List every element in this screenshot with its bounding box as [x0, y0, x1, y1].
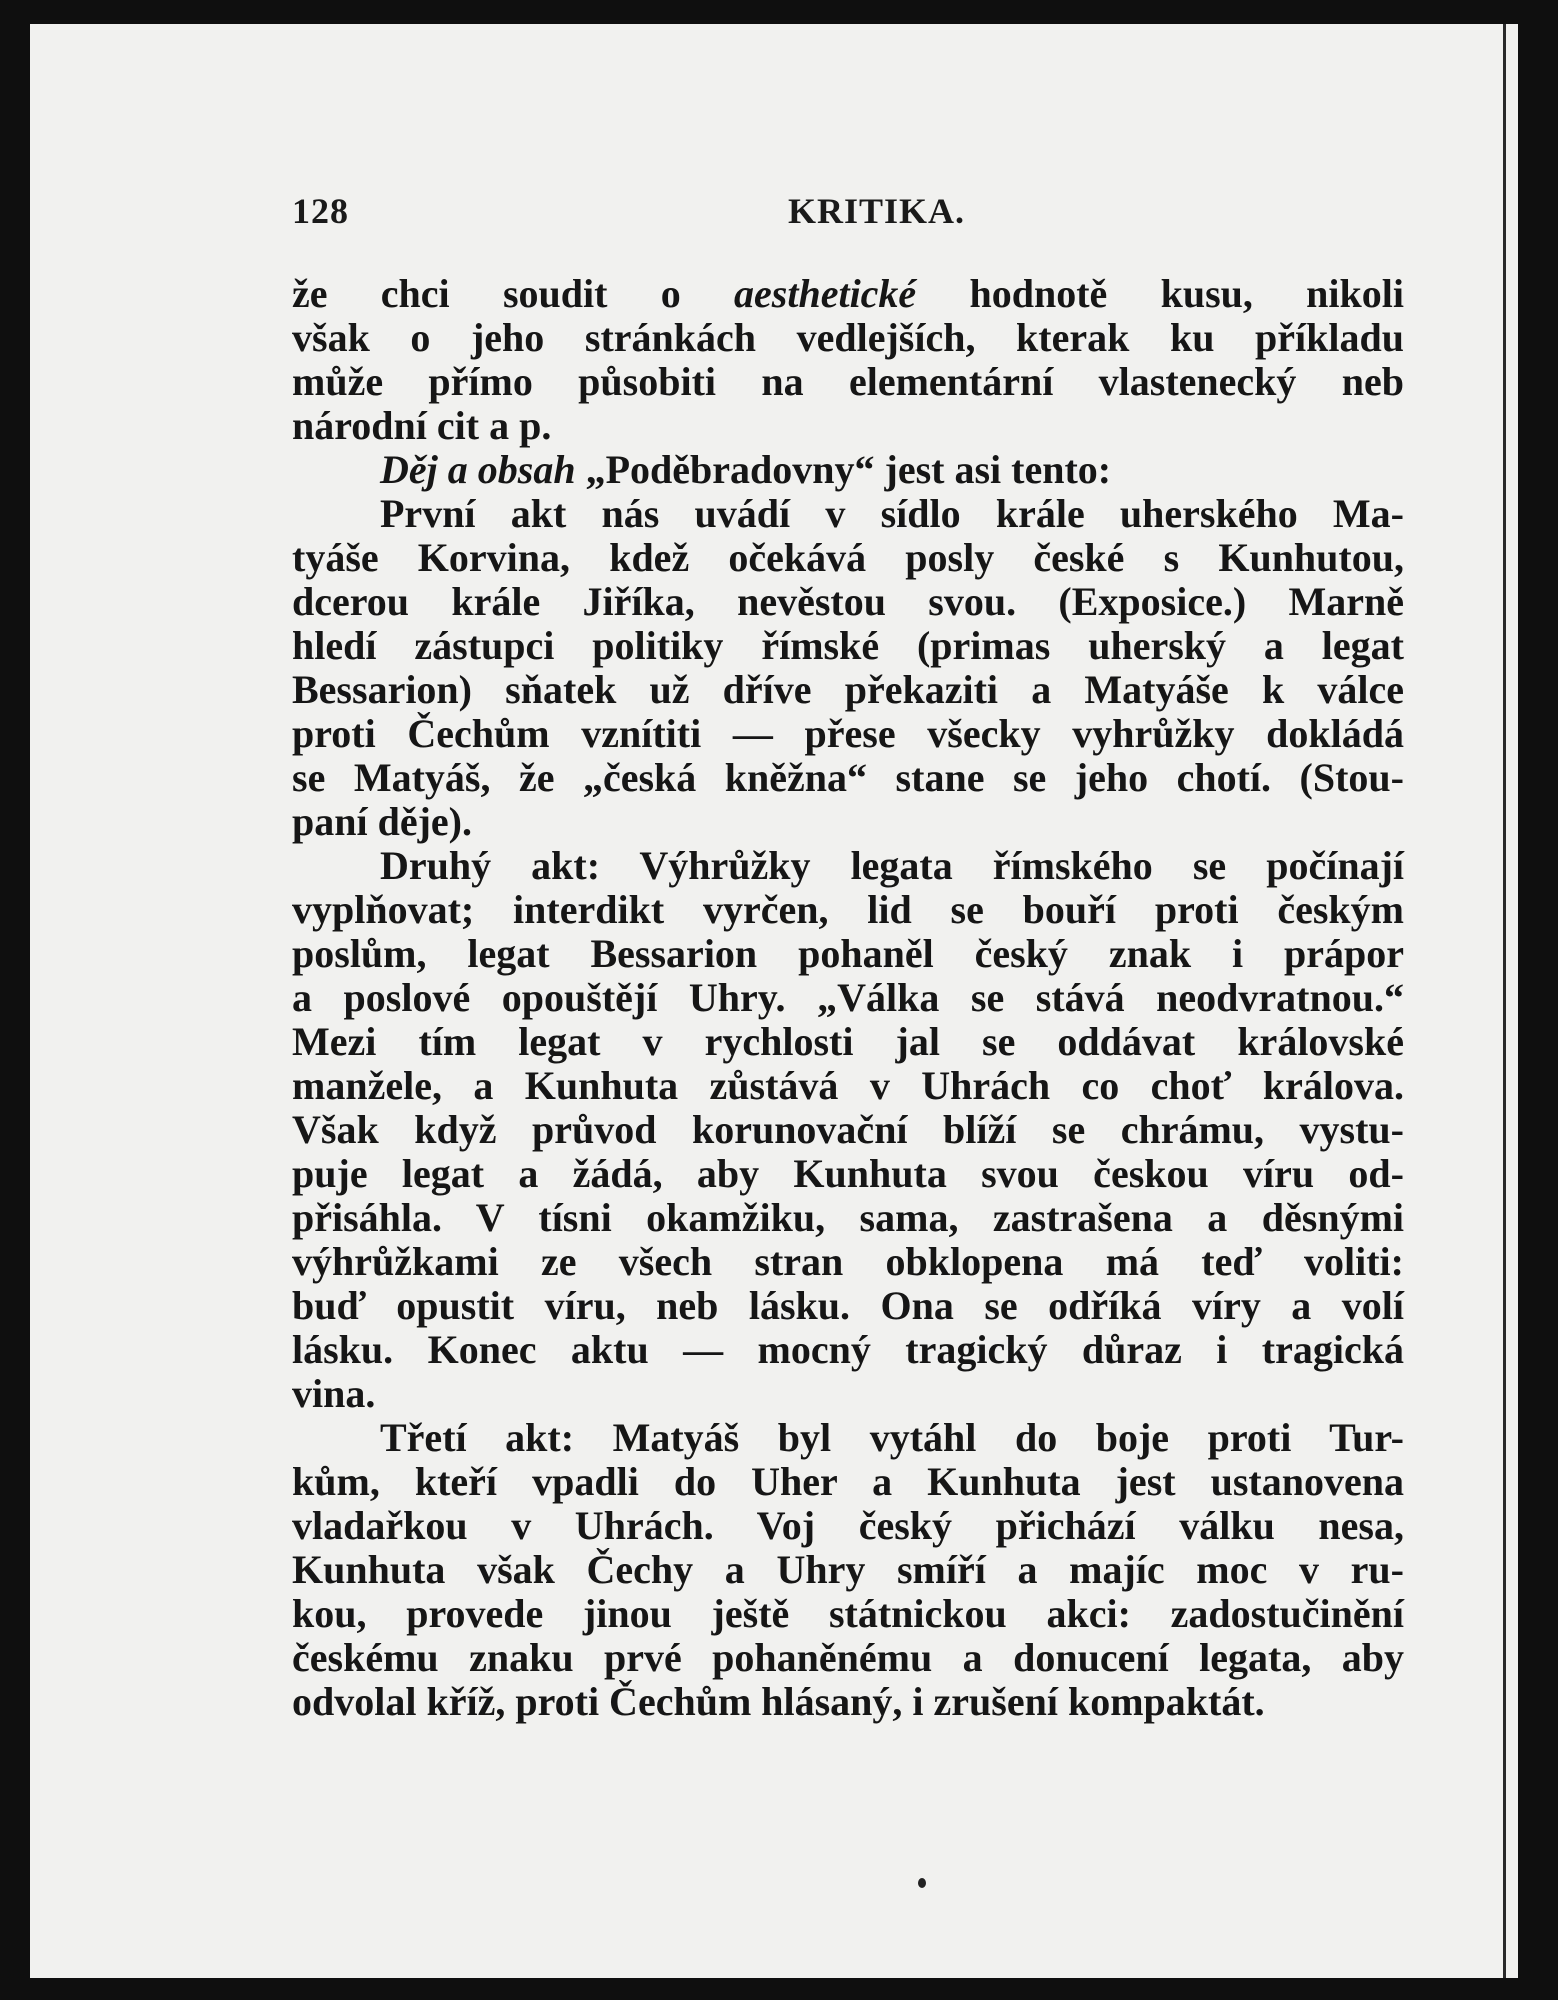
line-text: hledí zástupci politiky římské (primas uherský a legat	[292, 623, 1404, 668]
text-line	[292, 1240, 1404, 1284]
text-line	[292, 1372, 1404, 1416]
page-edge-line	[1503, 24, 1506, 1978]
text-line	[292, 1108, 1404, 1152]
text-line	[292, 1636, 1404, 1680]
paragraph	[292, 492, 1404, 844]
line-text: vladařkou v Uhrách. Voj český přichází válku nesa,	[292, 1503, 1404, 1548]
text-line	[292, 888, 1404, 932]
line-text: odvolal kříž, proti Čechům hlásaný, i zrušení kompaktát.	[292, 1679, 1265, 1724]
line-text: Však když průvod korunovační blíží se chrámu, vystu-	[292, 1107, 1404, 1152]
line-text: že chci soudit o	[292, 271, 735, 316]
line-text: přisáhla. V tísni okamžiku, sama, zastrašena a děsnými	[292, 1195, 1404, 1240]
text-line	[292, 404, 1404, 448]
text-line	[292, 1416, 1404, 1460]
line-text: puje legat a žádá, aby Kunhuta svou českou víru od-	[292, 1151, 1404, 1196]
line-text: „Poděbradovny“ jest asi tento:	[575, 447, 1112, 492]
text-line	[292, 1196, 1404, 1240]
text-line	[292, 580, 1404, 624]
text-line	[292, 536, 1404, 580]
text-line	[292, 1460, 1404, 1504]
paragraph	[292, 1416, 1404, 1724]
text-line	[292, 844, 1404, 888]
text-line	[292, 976, 1404, 1020]
line-text: proti Čechům vznítiti — přese všecky vyhrůžky dokládá	[292, 711, 1404, 756]
book-page	[30, 24, 1518, 1978]
page-number: 128	[292, 191, 349, 231]
line-text: kou, provede jinou ještě státnickou akci: zadostučinění	[292, 1591, 1404, 1636]
line-text: dcerou krále Jiříka, nevěstou svou. (Exposice.) Marně	[292, 579, 1404, 624]
line-text: buď opustit víru, neb lásku. Ona se odříká víry a volí	[292, 1283, 1404, 1328]
line-text: a poslové opouštějí Uhry. „Válka se stává neodvratnou.“	[292, 975, 1404, 1020]
text-line	[292, 756, 1404, 800]
text-line	[292, 624, 1404, 668]
line-text: Mezi tím legat v rychlosti jal se oddávat královské	[292, 1019, 1404, 1064]
line-text: vina.	[292, 1371, 376, 1416]
line-text: První akt nás uvádí v sídlo krále uherského Ma-	[380, 491, 1404, 536]
body-text	[292, 272, 1404, 1724]
line-text: paní děje).	[292, 799, 472, 844]
text-line	[292, 1064, 1404, 1108]
text-line	[292, 1152, 1404, 1196]
line-text: manžele, a Kunhuta zůstává v Uhrách co choť králova.	[292, 1063, 1404, 1108]
text-line	[292, 360, 1404, 404]
text-line	[292, 1328, 1404, 1372]
text-line	[292, 712, 1404, 756]
line-text: kům, kteří vpadli do Uher a Kunhuta jest ustanovena	[292, 1459, 1404, 1504]
text-line	[292, 448, 1404, 492]
text-line	[292, 668, 1404, 712]
line-text: lásku. Konec aktu — mocný tragický důraz i tragická	[292, 1327, 1404, 1372]
text-line	[292, 492, 1404, 536]
text-line	[292, 1020, 1404, 1064]
line-text: Bessarion) sňatek už dříve překaziti a Matyáše k válce	[292, 667, 1404, 712]
line-text: poslům, legat Bessarion pohaněl český znak i prápor	[292, 931, 1404, 976]
line-text: výhrůžkami ze všech stran obklopena má teď voliti:	[292, 1239, 1404, 1284]
italic-term: aesthetické	[734, 271, 917, 316]
line-text: českému znaku prvé pohaněnému a donucení legata, aby	[292, 1635, 1404, 1680]
text-line	[292, 1284, 1404, 1328]
paragraph	[292, 448, 1404, 492]
line-text: vyplňovat; interdikt vyrčen, lid se bouří proti českým	[292, 887, 1404, 932]
text-line	[292, 1548, 1404, 1592]
line-text: tyáše Korvina, kdež očekává posly české s Kunhutou,	[292, 535, 1404, 580]
paragraph	[292, 844, 1404, 1416]
page-header	[292, 190, 1112, 250]
line-text: může přímo působiti na elementární vlastenecký neb	[292, 359, 1404, 404]
line-text: hodnotě kusu, nikoli	[916, 271, 1404, 316]
line-text: se Matyáš, že „česká kněžna“ stane se jeho chotí. (Stou-	[292, 755, 1404, 800]
line-text: národní cit a p.	[292, 403, 552, 448]
text-line	[292, 800, 1404, 844]
line-text: Kunhuta však Čechy a Uhry smíří a majíc moc v ru-	[292, 1547, 1404, 1592]
running-title: KRITIKA.	[788, 191, 966, 231]
ink-speck	[918, 1878, 926, 1888]
text-line	[292, 272, 1404, 316]
paragraph	[292, 272, 1404, 448]
line-text: Třetí akt: Matyáš byl vytáhl do boje proti Tur-	[380, 1415, 1404, 1460]
text-line	[292, 1680, 1404, 1724]
text-line	[292, 1504, 1404, 1548]
italic-term: Děj a obsah	[380, 447, 576, 492]
line-text: však o jeho stránkách vedlejších, kterak ku příkladu	[292, 315, 1404, 360]
text-line	[292, 1592, 1404, 1636]
line-text: Druhý akt: Výhrůžky legata římského se počínají	[380, 843, 1404, 888]
text-line	[292, 932, 1404, 976]
text-line	[292, 316, 1404, 360]
